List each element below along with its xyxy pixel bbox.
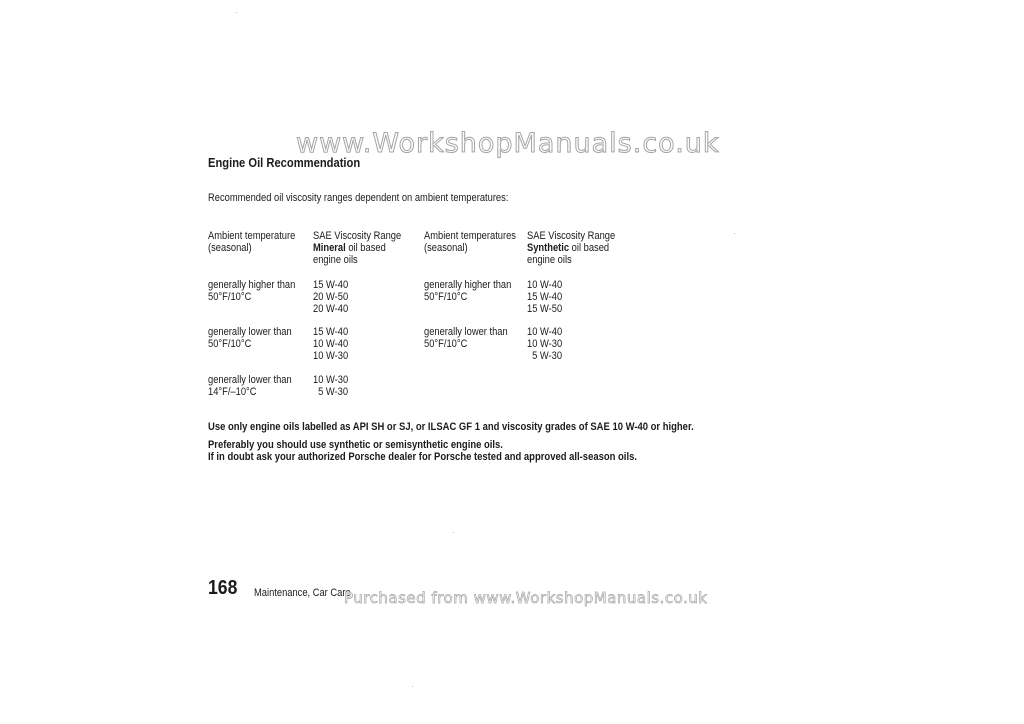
- mineral-sae-header-line: engine oils: [313, 254, 358, 266]
- temp-line: generally lower than: [208, 326, 292, 338]
- synthetic-temp-header-line: Ambient temperatures: [424, 230, 516, 242]
- grade-line: 15 W-40: [527, 291, 563, 303]
- synthetic-row-temp: [424, 326, 508, 350]
- grade-line: 15 W-50: [527, 303, 563, 315]
- synthetic-label-rest: oil based: [569, 242, 610, 254]
- mineral-temp-header: [208, 230, 295, 254]
- mineral-sae-header: [313, 230, 401, 266]
- synthetic-sae-header-line: engine oils: [527, 254, 572, 266]
- mineral-row-temp: [208, 374, 292, 398]
- grade-line: 5 W-30: [318, 386, 349, 398]
- scan-speck: [236, 12, 237, 13]
- grade-line: 10 W-40: [527, 279, 563, 291]
- page-title: Engine Oil Recommendation: [208, 155, 361, 170]
- grade-line: 15 W-40: [313, 279, 349, 291]
- grade-line: 15 W-40: [313, 326, 349, 338]
- grade-line: 10 W-30: [527, 338, 563, 350]
- temp-line: 14°F/–10°C: [208, 386, 257, 398]
- synthetic-label: Synthetic: [527, 242, 570, 254]
- temp-line: 50°F/10°C: [208, 338, 252, 350]
- synthetic-sae-header-line: SAE Viscosity Range: [527, 230, 616, 242]
- scan-speck: [734, 233, 735, 234]
- note-synthetic-preferred: Preferably you should use synthetic or semisynthetic engine oils.: [208, 439, 503, 451]
- scan-speck: [453, 532, 454, 533]
- temp-line: generally higher than: [208, 279, 296, 291]
- temp-line: generally lower than: [208, 374, 292, 386]
- note-api-spec: Use only engine oils labelled as API SH or SJ, or ILSAC GF 1 and viscosity grades of SAE 10 W-40 or higher.: [208, 421, 694, 433]
- synthetic-row-grades: [527, 326, 562, 362]
- page-number: 168: [208, 577, 238, 599]
- mineral-row-temp: [208, 279, 295, 303]
- mineral-row-temp: [208, 326, 292, 350]
- temp-line: generally lower than: [424, 326, 508, 338]
- temp-line: 50°F/10°C: [424, 338, 468, 350]
- mineral-row-grades: [313, 326, 348, 362]
- mineral-sae-header-line: SAE Viscosity Range: [313, 230, 402, 242]
- synthetic-row-grades: [527, 279, 562, 315]
- temp-line: 50°F/10°C: [208, 291, 252, 303]
- temp-line: generally higher than: [424, 279, 512, 291]
- grade-line: 5 W-30: [532, 350, 563, 362]
- scan-speck: [412, 686, 413, 687]
- mineral-temp-header-line: (seasonal): [208, 242, 252, 254]
- watermark-top: www.WorkshopManuals.co.uk: [296, 128, 720, 159]
- grade-line: 10 W-30: [313, 374, 349, 386]
- mineral-temp-header-line: Ambient temperature: [208, 230, 296, 242]
- mineral-row-grades: [313, 374, 348, 398]
- note-dealer-advice: If in doubt ask your authorized Porsche dealer for Porsche tested and approved all-season oils.: [208, 451, 637, 463]
- mineral-row-grades: [313, 279, 348, 315]
- mineral-label-rest: oil based: [345, 242, 386, 254]
- synthetic-sae-header-line: [527, 242, 615, 254]
- synthetic-sae-header: [527, 230, 615, 266]
- synthetic-row-temp: [424, 279, 511, 303]
- temp-line: 50°F/10°C: [424, 291, 468, 303]
- synthetic-temp-header: [424, 230, 516, 254]
- intro-text: Recommended oil viscosity ranges dependent on ambient temperatures:: [208, 192, 509, 204]
- synthetic-temp-header-line: (seasonal): [424, 242, 468, 254]
- mineral-sae-header-line: [313, 242, 401, 254]
- grade-line: 20 W-40: [313, 303, 349, 315]
- mineral-label: Mineral: [313, 242, 346, 254]
- watermark-bottom: Purchased from www.WorkshopManuals.co.uk: [344, 589, 708, 607]
- grade-line: 20 W-50: [313, 291, 349, 303]
- section-name: Maintenance, Car Care: [254, 587, 351, 599]
- grade-line: 10 W-40: [313, 338, 349, 350]
- grade-line: 10 W-40: [527, 326, 563, 338]
- grade-line: 10 W-30: [313, 350, 349, 362]
